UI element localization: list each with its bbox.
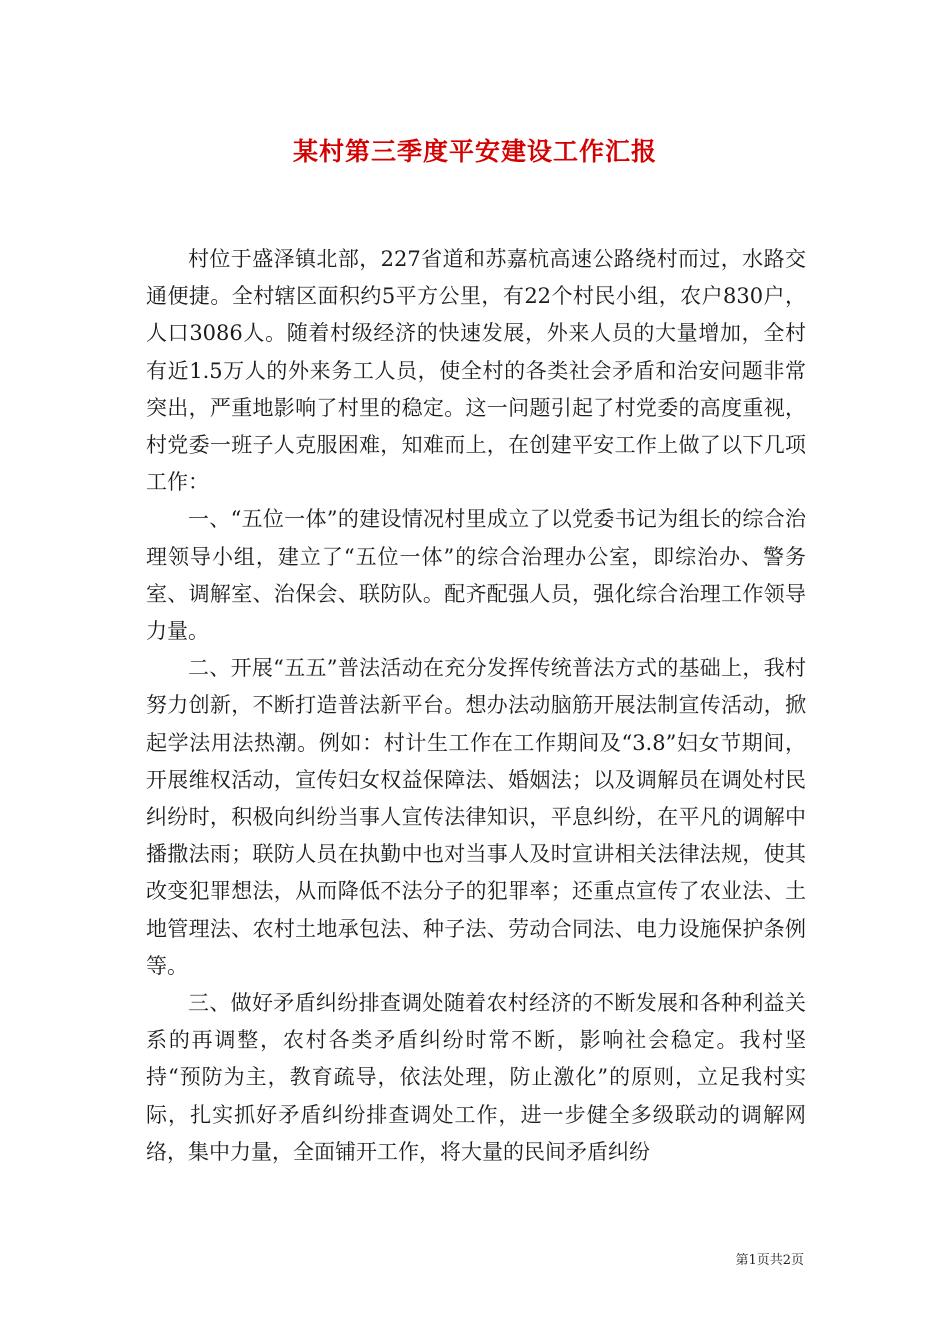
paragraph-intro: 村位于盛泽镇北部，227省道和苏嘉杭高速公路绕村而过，水路交通便捷。全村辖区面积约5平方公里，有22个村民小组，农户830户，人口3086人。随着村级经济的快速发展，外来人员的大量增加，全村有近1.5万人的外来务工人员，使全村的各类社会矛盾和治安问题非常突出，严重地影响了村里的稳定。这一问题引起了村党委的高度重视，村党委一班子人克服困难，知难而上，在创建平安工作上做了以下几项工作：	[146, 247, 806, 495]
paragraph-section-1: 一、“五位一体”的建设情况村里成立了以党委书记为组长的综合治理领导小组，建立了“五位一体”的综合治理办公室，即综治办、警务室、调解室、治保会、联防队。配齐配强人员，强化综合治理工作领导力量。	[146, 507, 806, 644]
paragraph-section-2: 二、开展“五五”普法活动在充分发挥传统普法方式的基础上，我村努力创新，不断打造普法新平台。想办法动脑筋开展法制宣传活动，掀起学法用法热潮。例如：村计生工作在工作期间及“3.8”妇女节期间，开展维权活动，宣传妇女权益保障法、婚姻法；以及调解员在调处村民纠纷时，积极向纠纷当事人宣传法律知识，平息纠纷，在平凡的调解中播撒法雨；联防人员在执勤中也对当事人及时宣讲相关法律法规，使其改变犯罪想法，从而降低不法分子的犯罪率；还重点宣传了农业法、土地管理法、农村土地承包法、种子法、劳动合同法、电力设施保护条例等。	[146, 656, 806, 978]
document-title: 某村第三季度平安建设工作汇报	[292, 137, 657, 166]
paragraph-section-3: 三、做好矛盾纠纷排查调处随着农村经济的不断发展和各种利益关系的再调整，农村各类矛盾纠纷时常不断，影响社会稳定。我村坚持“预防为主，教育疏导，依法处理，防止激化”的原则，立足我村实际，扎实抓好矛盾纠纷排查调处工作，进一步健全多级联动的调解网络，集中力量，全面铺开工作，将大量的民间矛盾纠纷	[146, 991, 806, 1164]
page-number: 第1页共2页	[735, 1253, 804, 1268]
document-body	[146, 241, 806, 1171]
